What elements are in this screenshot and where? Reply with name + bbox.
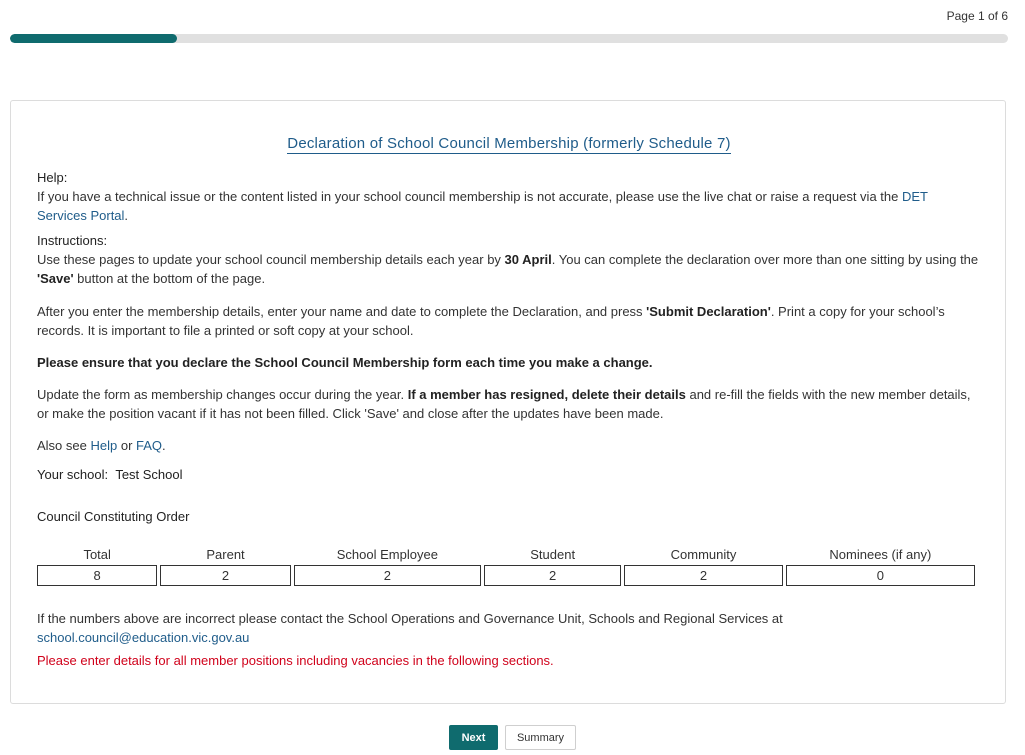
instructions-paragraph-2: After you enter the membership details, enter your name and date to complete the Declaration, and press 'Submit Declaration'. Print a copy for your school’s records. It is important to file a printed or soft copy at your school.: [37, 304, 945, 338]
school-label: Your school:: [37, 467, 109, 482]
progress-fill: [10, 34, 177, 43]
help-text: If you have a technical issue or the content listed in your school council membership is not accurate, please use the live chat or raise a request via the DET Services Portal.: [37, 189, 928, 223]
school-value: Test School: [115, 467, 183, 482]
header-nominees: Nominees (if any): [829, 547, 932, 562]
faq-link[interactable]: FAQ: [136, 438, 163, 453]
value-nominees: 0: [786, 565, 975, 586]
help-heading: Help:: [37, 170, 68, 185]
value-parent: 2: [160, 565, 290, 586]
next-button[interactable]: Next: [449, 725, 498, 750]
value-school-employee: 2: [294, 565, 481, 586]
contact-text: If the numbers above are incorrect please contact the School Operations and Governance Unit, Schools and Regional Services at school.council@education.vic.gov.au: [37, 611, 783, 645]
header-student: Student: [530, 547, 576, 562]
your-school: [37, 465, 981, 484]
value-total: 8: [37, 565, 157, 586]
counts-header-row: [37, 545, 975, 565]
instructions-paragraph-4: Update the form as membership changes occur during the year. If a member has resigned, delete their details and re-fill the fields with the new member details, or make the position vacant if it has not been filled. Click 'Save' and close after the updates have been made.: [37, 387, 971, 421]
instructions-section: [37, 231, 981, 288]
summary-button[interactable]: Summary: [505, 725, 576, 750]
det-services-portal-link[interactable]: DET Services Portal: [37, 189, 928, 223]
instructions-heading: Instructions:: [37, 233, 108, 248]
form-title: Declaration of School Council Membership (formerly Schedule 7): [287, 135, 731, 152]
form-card: [10, 100, 1006, 704]
value-community: 2: [624, 565, 782, 586]
counts-value-row: [37, 565, 975, 586]
header-community: Community: [670, 547, 737, 562]
header-total: Total: [83, 547, 111, 562]
value-student: 2: [484, 565, 621, 586]
council-counts-table: [34, 545, 978, 586]
page-indicator: Page 1 of 6: [946, 9, 1008, 23]
header-parent: Parent: [206, 547, 245, 562]
progress-bar: [10, 34, 1008, 43]
contact-email-link[interactable]: school.council@education.vic.gov.au: [37, 630, 250, 645]
also-see: Also see Help or FAQ.: [37, 438, 166, 453]
instructions-paragraph-1: Use these pages to update your school council membership details each year by 30 April. You can complete the declaration over more than one sitting by using the 'Save' button at the bottom of the page.: [37, 252, 979, 286]
help-section: [37, 168, 981, 225]
help-link[interactable]: Help: [90, 438, 118, 453]
council-heading: Council Constituting Order: [37, 509, 190, 524]
warning-message: Please enter details for all member positions including vacancies in the following sections.: [37, 653, 554, 668]
instructions-paragraph-3: Please ensure that you declare the School Council Membership form each time you make a change.: [37, 355, 653, 370]
header-school-employee: School Employee: [336, 547, 438, 562]
